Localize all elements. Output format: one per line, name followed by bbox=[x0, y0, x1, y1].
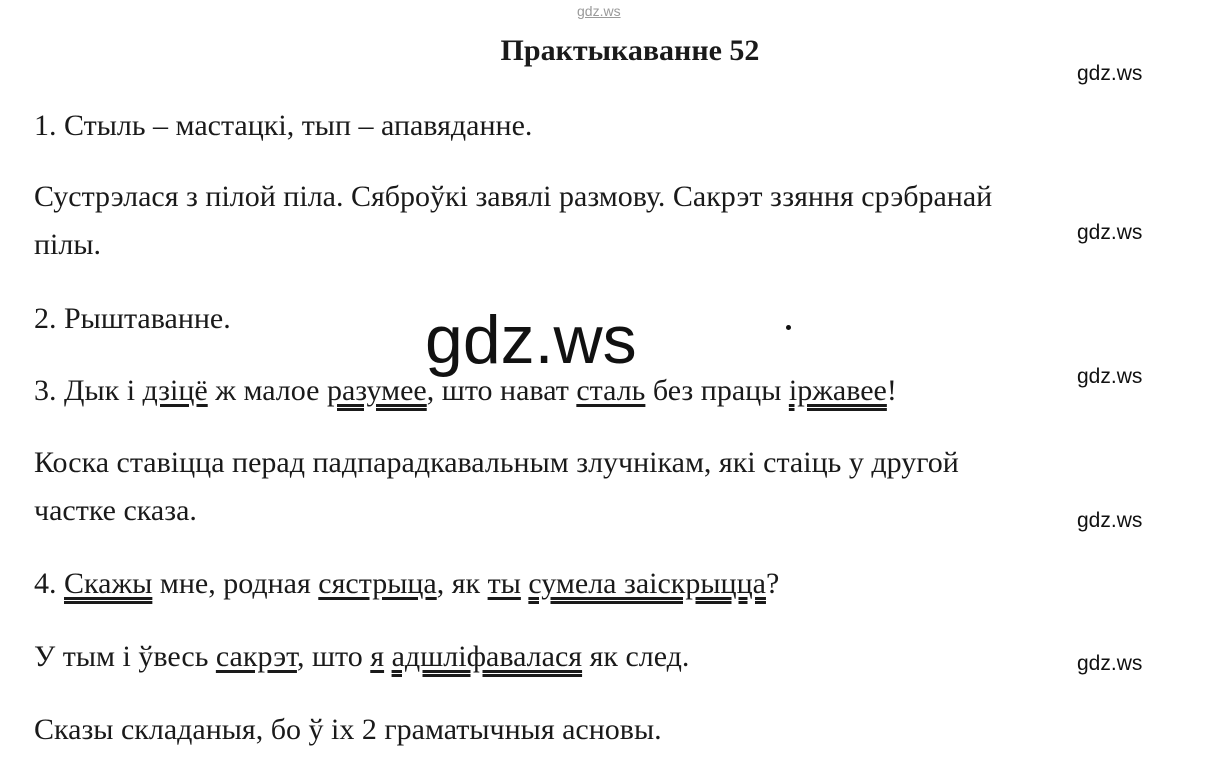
top-watermark: gdz.ws bbox=[577, 3, 621, 19]
sentence-text: ж малое bbox=[207, 374, 327, 407]
predicate-word: сумела заіскрыцца bbox=[528, 567, 766, 600]
subject-word: дзіцё bbox=[142, 374, 208, 407]
task3-note-line2: частке сказа. bbox=[34, 494, 197, 527]
task1-text-line2: пілы. bbox=[34, 228, 102, 261]
task4-conclusion: Сказы складаныя, бо ў іх 2 граматычныя асновы. bbox=[34, 713, 662, 746]
task1-line: 1. Стыль – мастацкі, тып – апавяданне. bbox=[34, 109, 533, 142]
predicate-word: адшліфавалася bbox=[391, 640, 583, 673]
subject-word: сакрэт bbox=[215, 640, 297, 673]
predicate-word: разумее bbox=[326, 374, 427, 407]
stray-dot bbox=[786, 325, 791, 330]
sentence-text: як след. bbox=[582, 640, 690, 673]
task3-note-line1: Коска ставіцца перад падпарадкавальным злучнікам, які стаіць у другой bbox=[34, 446, 959, 479]
side-watermark: gdz.ws bbox=[1077, 221, 1143, 244]
task4-sentence bbox=[34, 567, 779, 602]
page-title: Практыкаванне 52 bbox=[500, 34, 760, 67]
subject-word: ты bbox=[487, 567, 521, 600]
sentence-text: ! bbox=[886, 374, 897, 407]
side-watermark: gdz.ws bbox=[1077, 652, 1143, 675]
sentence-text: У тым і ўвесь bbox=[34, 640, 216, 673]
task2-line: 2. Рыштаванне. bbox=[34, 302, 231, 335]
subject-word: я bbox=[370, 640, 385, 673]
sentence-text: 3. Дык і bbox=[34, 374, 143, 407]
sentence-text: , як bbox=[436, 567, 488, 600]
sentence-text bbox=[384, 640, 392, 673]
center-watermark: gdz.ws bbox=[425, 302, 637, 378]
subject-word: сястрыца bbox=[318, 567, 437, 600]
sentence-text: без працы bbox=[645, 374, 789, 407]
sentence-text: ? bbox=[765, 567, 780, 600]
task4-answer bbox=[34, 640, 689, 675]
sentence-text: , што bbox=[296, 640, 371, 673]
sentence-text: мне, родная bbox=[152, 567, 319, 600]
task1-text-line1: Сустрэлася з пілой піла. Сяброўкі завялі размову. Сакрэт ззяння срэбранай bbox=[34, 180, 993, 213]
predicate-word: Скажы bbox=[64, 567, 153, 600]
side-watermark: gdz.ws bbox=[1077, 62, 1143, 85]
side-watermark: gdz.ws bbox=[1077, 365, 1143, 388]
sentence-text: 4. bbox=[34, 567, 64, 600]
sentence-text: , што нават bbox=[426, 374, 577, 407]
side-watermark: gdz.ws bbox=[1077, 509, 1143, 532]
predicate-word: іржавее bbox=[788, 374, 887, 407]
subject-word: сталь bbox=[576, 374, 646, 407]
task3-sentence bbox=[34, 374, 897, 409]
